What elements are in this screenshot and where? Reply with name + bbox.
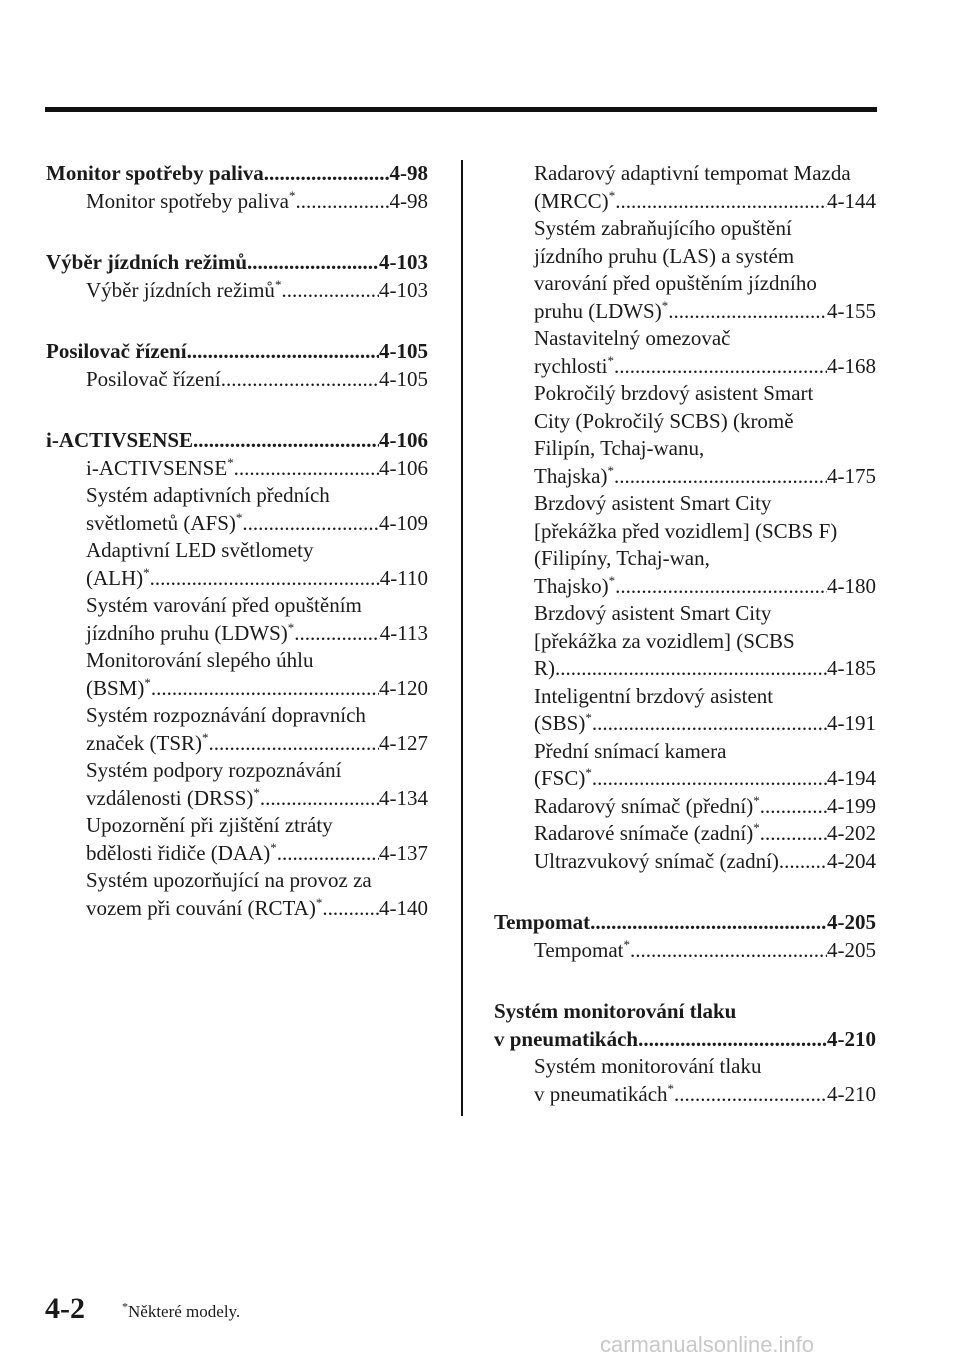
asterisk-mark: * (608, 572, 616, 588)
toc-page-number: 4-98 (389, 161, 428, 185)
dot-leader (614, 463, 827, 491)
toc-entry-text: Brzdový asistent Smart City (534, 491, 772, 515)
toc-page-number: 4-103 (379, 250, 428, 274)
toc-page-number: 4-180 (827, 573, 876, 598)
asterisk-mark: * (227, 454, 234, 470)
toc-entry-title: Tempomat (494, 910, 591, 934)
asterisk-mark: * (274, 276, 282, 292)
asterisk-mark: * (235, 509, 243, 525)
toc-line (86, 895, 428, 923)
toc-line (86, 188, 428, 216)
toc-page-number: 4-106 (379, 428, 428, 452)
toc-page-number: 4-113 (379, 620, 428, 645)
asterisk-mark: * (753, 792, 760, 808)
toc-page-number: 4-98 (389, 188, 428, 213)
toc-line (534, 820, 876, 848)
toc-entry-title: bdělosti řidiče (DAA)* (86, 839, 277, 865)
column-divider (461, 160, 463, 1116)
footnote (122, 1299, 241, 1322)
dot-leader (234, 455, 379, 483)
toc-line (86, 620, 428, 648)
toc-line (86, 510, 428, 538)
toc-entry[interactable] (494, 738, 876, 793)
dot-leader (209, 730, 379, 758)
toc-entry-text: Pokročilý brzdový asistent Smart (534, 381, 814, 405)
toc-section[interactable] (46, 160, 428, 188)
toc-line (494, 1026, 876, 1054)
toc-page-number: 4-185 (827, 656, 876, 680)
toc-line (46, 427, 428, 455)
toc-entry-title: rychlosti* (534, 352, 614, 378)
asterisk-mark: * (585, 765, 592, 780)
toc-page-number: 4-137 (379, 840, 428, 865)
dot-leader (294, 620, 379, 648)
toc-entry-title: (MRCC)* (534, 187, 616, 213)
toc-entry-title: Posilovač řízení (86, 366, 221, 391)
toc-entry[interactable] (46, 757, 428, 812)
toc-entry-text: [překážka za vozidlem] (SCBS (534, 628, 795, 653)
toc-entry-title: pruhu (LDWS)* (534, 297, 669, 323)
toc-entry-text: varování před opuštěním jízdního (534, 271, 817, 295)
toc-entry-title: v pneumatikách (494, 1026, 639, 1051)
toc-section[interactable] (46, 249, 428, 277)
toc-page-number: 4-109 (379, 510, 428, 535)
toc-entry-title: Výběr jízdních režimů (46, 250, 248, 274)
toc-page-number: 4-106 (379, 455, 428, 480)
toc-entry-text: Upozornění při zjištění ztráty (86, 813, 333, 837)
toc-entry-text: Nastavitelný omezovač (534, 326, 731, 350)
toc-entry-title: (BSM)* (86, 674, 151, 700)
dot-leader (779, 848, 827, 876)
toc-entry-title: jízdního pruhu (LDWS)* (86, 619, 295, 645)
toc-line (534, 463, 876, 491)
asterisk-mark: * (315, 894, 323, 910)
toc-entry-text: Systém rozpoznávání dopravních (86, 703, 366, 727)
dot-leader (150, 565, 380, 593)
toc-entry[interactable] (46, 537, 428, 592)
asterisk-mark: * (753, 820, 760, 835)
toc-page-number: 4-155 (827, 298, 876, 323)
toc-section[interactable] (46, 338, 428, 366)
asterisk-mark: * (667, 1080, 675, 1096)
toc-entry[interactable] (46, 812, 428, 867)
toc-entry[interactable] (46, 867, 428, 922)
toc-entry-title: Výběr jízdních režimů* (86, 276, 282, 302)
toc-page-number: 4-134 (379, 785, 428, 810)
toc-page-number: 4-105 (379, 339, 428, 363)
toc-entry-title: Ultrazvukový snímač (zadní) (534, 848, 779, 873)
toc-page-number: 4-204 (827, 848, 876, 873)
top-rule (45, 107, 877, 112)
toc-page-number: 4-205 (827, 937, 876, 962)
toc-left-column (46, 160, 428, 922)
dot-leader (615, 188, 827, 216)
toc-line (534, 710, 876, 738)
toc-entry-title: v pneumatikách* (534, 1080, 675, 1106)
dot-leader (281, 277, 379, 305)
toc-page-number: 4-140 (379, 895, 428, 920)
toc-entry-title: Tempomat* (534, 936, 631, 962)
asterisk-mark: * (661, 297, 669, 313)
toc-entry[interactable] (494, 325, 876, 380)
toc-section[interactable] (494, 909, 876, 937)
toc-page-number: 4-205 (827, 910, 876, 934)
toc-page-number: 4-210 (827, 1026, 876, 1051)
toc-entry[interactable] (46, 702, 428, 757)
dot-leader (630, 937, 827, 965)
toc-entry-title: Monitor spotřeby paliva* (86, 187, 296, 213)
toc-page-number: 4-194 (827, 766, 876, 790)
toc-entry-text: Radarový adaptivní tempomat Mazda (534, 161, 851, 185)
toc-entry[interactable] (494, 380, 876, 490)
toc-entry-title: značek (TSR)* (86, 729, 209, 755)
asterisk-mark: * (607, 462, 614, 478)
toc-line (86, 785, 428, 813)
toc-entry-text: Brzdový asistent Smart City (534, 601, 772, 625)
dot-leader (247, 249, 379, 277)
toc-entry-title: (SBS)* (534, 710, 592, 735)
toc-entry[interactable] (494, 793, 876, 821)
toc-page-number: 4-191 (827, 711, 876, 735)
dot-leader (592, 710, 827, 738)
dot-leader (260, 785, 379, 813)
toc-entry-text: (Filipíny, Tchaj-wan, (534, 546, 710, 570)
toc-entry-text: [překážka před vozidlem] (SCBS F) (534, 518, 838, 543)
toc-line (534, 848, 876, 876)
footnote-star: * (122, 1299, 128, 1314)
asterisk-mark: * (144, 674, 151, 690)
toc-page-number: 4-120 (379, 675, 428, 700)
toc-entry-text: City (Pokročilý SCBS) (kromě (534, 408, 794, 433)
asterisk-mark: * (623, 936, 631, 952)
toc-entry-title: (ALH)* (86, 564, 150, 590)
toc-page-number: 4-110 (379, 565, 428, 590)
toc-line (534, 1081, 876, 1109)
footnote-text: Některé modely. (128, 1302, 241, 1321)
asterisk-mark: * (270, 839, 277, 855)
page-number: 4-2 (45, 1292, 85, 1325)
toc-line (534, 765, 876, 793)
dot-leader (590, 909, 827, 937)
toc-entry-text: Systém monitorování tlaku (534, 1054, 762, 1078)
asterisk-mark: * (288, 187, 296, 203)
toc-entry[interactable] (46, 592, 428, 647)
dot-leader (242, 510, 379, 538)
toc-entry-title: Monitor spotřeby paliva (46, 161, 264, 185)
dot-leader (674, 1081, 827, 1109)
toc-entry-text: Filipín, Tchaj-wanu, (534, 436, 705, 460)
toc-line (86, 730, 428, 758)
dot-leader (592, 765, 827, 793)
toc-entry[interactable] (46, 482, 428, 537)
dot-leader (614, 353, 827, 381)
toc-line (86, 565, 428, 593)
toc-page-number: 4-210 (827, 1081, 876, 1106)
asterisk-mark: * (202, 729, 209, 745)
asterisk-mark: * (253, 784, 260, 800)
dot-leader (151, 675, 379, 703)
toc-section[interactable] (494, 998, 876, 1053)
toc-entry[interactable] (494, 820, 876, 848)
toc-line (86, 366, 428, 394)
toc-entry-text: Systém upozorňující na provoz za (86, 868, 372, 892)
toc-section[interactable] (46, 427, 428, 455)
toc-entry-text: Monitorování slepého úhlu (86, 648, 314, 672)
toc-page-number: 4-127 (379, 730, 428, 755)
toc-entry-title: vozem při couvání (RCTA)* (86, 894, 323, 920)
toc-entry[interactable] (494, 490, 876, 600)
toc-entry[interactable] (494, 683, 876, 738)
dot-leader (193, 427, 379, 455)
toc-entry-text: Přední snímací kamera (534, 738, 727, 763)
toc-page-number: 4-202 (827, 821, 876, 845)
toc-right-column (494, 160, 876, 1108)
toc-line (86, 455, 428, 483)
toc-entry[interactable] (494, 1053, 876, 1108)
toc-entry-text: Systém monitorování tlaku (494, 999, 737, 1023)
toc-entry-text: Systém zabraňujícího opuštění (534, 216, 792, 240)
dot-leader (555, 655, 827, 683)
toc-line (46, 338, 428, 366)
toc-entry-text: Systém podpory rozpoznávání (86, 758, 342, 782)
toc-page-number: 4-105 (379, 366, 428, 391)
asterisk-mark: * (607, 352, 614, 368)
toc-entry[interactable] (46, 188, 428, 216)
dot-leader (264, 160, 390, 188)
toc-line (46, 160, 428, 188)
asterisk-mark: * (608, 187, 616, 203)
toc-entry-title: i-ACTIVSENSE (46, 428, 194, 452)
dot-leader (277, 840, 379, 868)
toc-entry-text: jízdního pruhu (LAS) a systém (534, 243, 795, 268)
toc-entry[interactable] (494, 600, 876, 683)
toc-line (534, 655, 876, 683)
toc-entry-title: Radarový snímač (přední)* (534, 792, 760, 818)
toc-entry[interactable] (46, 277, 428, 305)
toc-entry-title: Radarové snímače (zadní)* (534, 820, 760, 845)
asterisk-mark: * (143, 564, 150, 580)
toc-entry[interactable] (494, 215, 876, 325)
asterisk-mark: * (585, 710, 592, 725)
toc-page-number: 4-168 (827, 353, 876, 378)
dot-leader (221, 366, 379, 394)
toc-entry-title: Posilovač řízení (46, 339, 187, 363)
toc-entry[interactable] (46, 647, 428, 702)
toc-entry[interactable] (494, 937, 876, 965)
dot-leader (615, 573, 827, 601)
toc-entry-title: vzdálenosti (DRSS)* (86, 784, 260, 810)
toc-entry-title: Thajsko)* (534, 572, 616, 598)
toc-entry-title: R) (534, 656, 555, 680)
toc-line (86, 840, 428, 868)
asterisk-mark: * (287, 619, 295, 635)
toc-entry-title: (FSC)* (534, 765, 592, 790)
toc-line (534, 298, 876, 326)
dot-leader (668, 298, 827, 326)
toc-line (494, 909, 876, 937)
toc-line (534, 188, 876, 216)
toc-entry-text: Systém adaptivních předních (86, 483, 330, 507)
toc-page-number: 4-144 (827, 188, 876, 213)
toc-line (534, 937, 876, 965)
toc-entry[interactable] (494, 848, 876, 876)
toc-page-number: 4-199 (827, 793, 876, 818)
toc-entry-text: Adaptivní LED světlomety (86, 538, 314, 562)
watermark: carmanualsonline.info (600, 1332, 815, 1357)
toc-entry-text: Systém varování před opuštěním (86, 593, 362, 617)
toc-entry[interactable] (46, 366, 428, 394)
toc-line (534, 573, 876, 601)
dot-leader (638, 1026, 827, 1054)
toc-line (534, 353, 876, 381)
toc-entry-title: Thajska)* (534, 462, 614, 488)
dot-leader (187, 338, 379, 366)
toc-entry-title: světlometů (AFS)* (86, 509, 243, 535)
toc-line (86, 675, 428, 703)
toc-line (86, 277, 428, 305)
toc-line (534, 793, 876, 821)
toc-entry[interactable] (46, 455, 428, 483)
toc-entry-text: Inteligentní brzdový asistent (534, 683, 774, 708)
toc-page-number: 4-103 (379, 277, 428, 302)
dot-leader (322, 895, 379, 923)
toc-entry[interactable] (494, 160, 876, 215)
toc-entry-title: i-ACTIVSENSE* (86, 454, 234, 480)
dot-leader (760, 820, 827, 848)
dot-leader (295, 188, 389, 216)
toc-line (46, 249, 428, 277)
toc-page-number: 4-175 (827, 463, 876, 488)
dot-leader (760, 793, 827, 821)
